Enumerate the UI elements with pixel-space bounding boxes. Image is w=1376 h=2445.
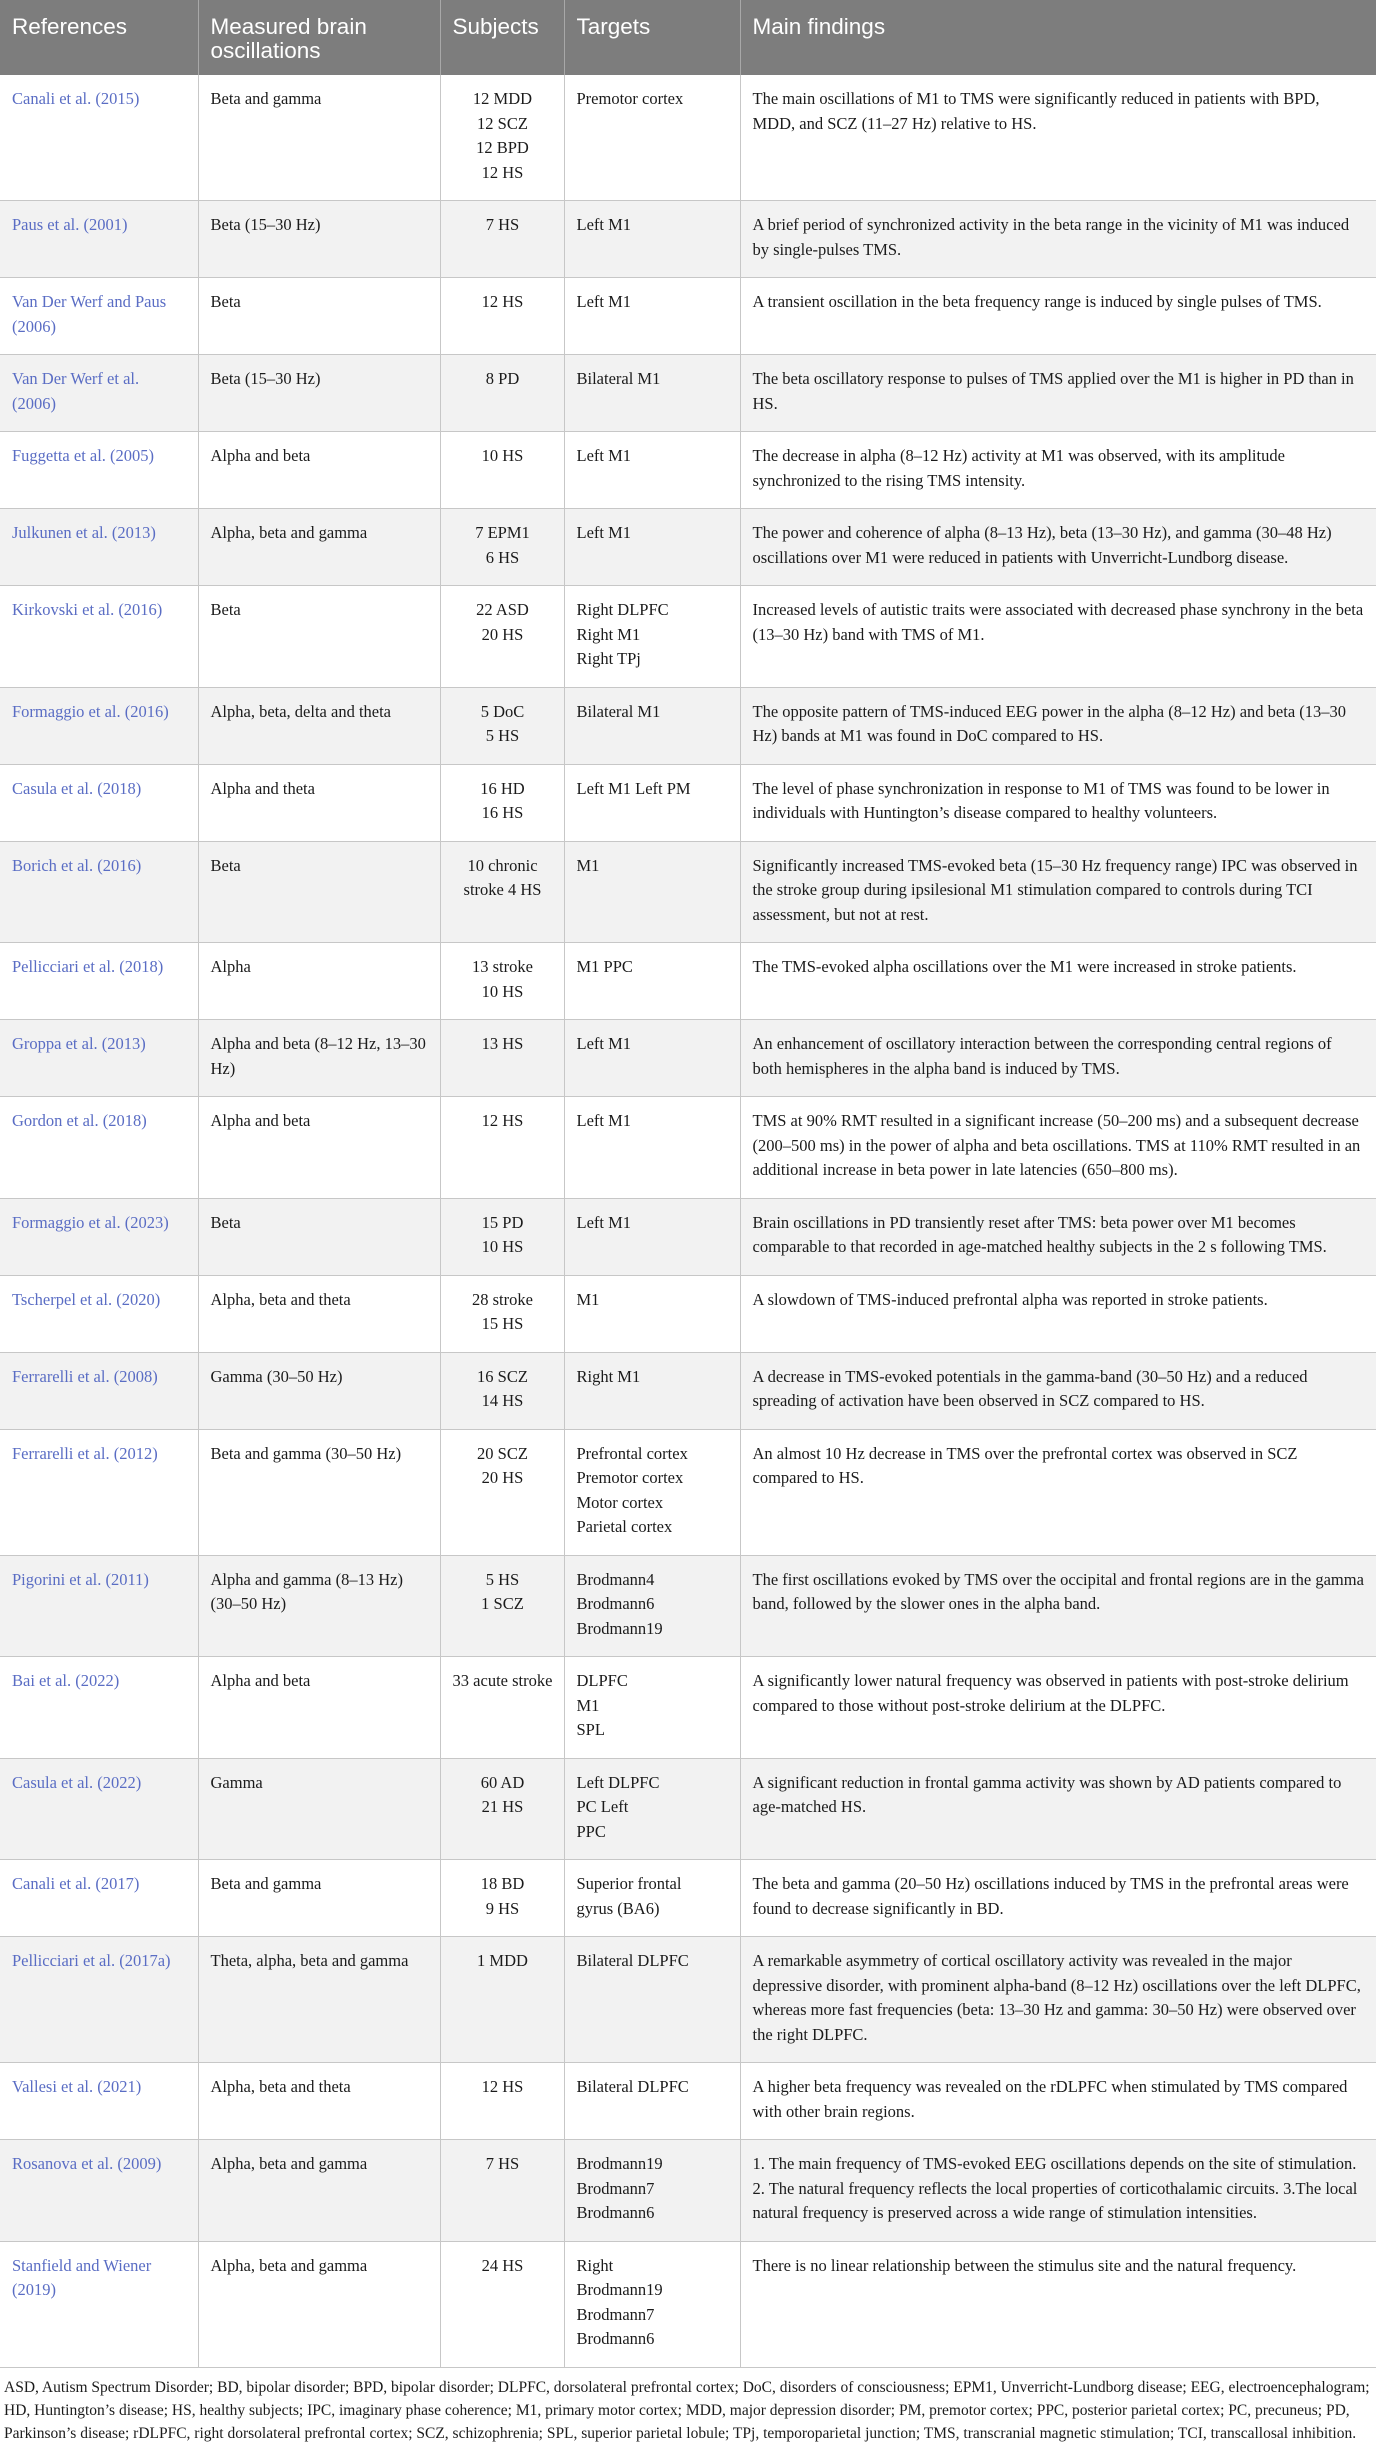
subjects-cell (440, 2241, 564, 2367)
reference-link[interactable]: Van Der Werf et al. (2006) (0, 355, 198, 432)
targets-cell (564, 201, 740, 278)
reference-link[interactable]: Casula et al. (2022) (0, 1758, 198, 1860)
target-line: Brodmann6 (576, 1594, 655, 1613)
target-line: Right M1 (576, 624, 641, 644)
reference-link[interactable]: Groppa et al. (2013) (0, 1020, 198, 1097)
reference-link[interactable]: Pellicciari et al. (2018) (0, 943, 198, 1020)
table-row (0, 1429, 1376, 1555)
subjects-cell (440, 1758, 564, 1860)
header-measured-oscillations: Measured brain oscillations (198, 0, 440, 75)
subjects-cell (440, 687, 564, 764)
subjects-cell (440, 1198, 564, 1275)
oscillations-cell: Gamma (198, 1758, 440, 1860)
findings-cell: The first oscillations evoked by TMS over the occipital and frontal regions are in the gamma band, followed by the slower ones in the alpha band. (740, 1555, 1376, 1657)
subjects-cell (440, 764, 564, 841)
oscillations-cell: Alpha and gamma (8–13 Hz) (30–50 Hz) (198, 1555, 440, 1657)
oscillations-cell: Alpha and theta (198, 764, 440, 841)
targets-cell (564, 1860, 740, 1937)
subject-line: 60 AD (480, 1772, 525, 1792)
subjects-cell (440, 509, 564, 586)
findings-cell: The TMS-evoked alpha oscillations over the M1 were increased in stroke patients. (740, 943, 1376, 1020)
target-line: Superior frontal (576, 1874, 682, 1893)
subject-line: 14 HS (481, 1391, 524, 1410)
subject-line: 10 HS (481, 446, 524, 465)
findings-cell: A significantly lower natural frequency was observed in patients with post-stroke delirium compared to those without post-stroke delirium at the DLPFC. (740, 1657, 1376, 1759)
reference-link[interactable]: Stanfield and Wiener (2019) (0, 2241, 198, 2367)
subject-line: 9 HS (485, 1898, 520, 1918)
target-line: Left M1 (576, 1034, 632, 1053)
subjects-cell (440, 1860, 564, 1937)
reference-link[interactable]: Ferrarelli et al. (2008) (0, 1352, 198, 1429)
targets-cell (564, 432, 740, 509)
targets-cell (564, 1555, 740, 1657)
subjects-cell (440, 1937, 564, 2063)
subject-line: 6 HS (485, 547, 520, 567)
target-line: Brodmann19 (576, 2154, 663, 2173)
table-row (0, 764, 1376, 841)
targets-cell (564, 1097, 740, 1199)
targets-cell (564, 586, 740, 688)
subject-line: 20 HS (481, 624, 524, 644)
target-line: M1 (576, 1695, 600, 1715)
subject-line: 12 HS (481, 2077, 524, 2096)
target-line: M1 PPC (576, 957, 633, 976)
table-row (0, 1555, 1376, 1657)
target-line: Left M1 (576, 292, 632, 311)
targets-cell (564, 1657, 740, 1759)
subjects-cell (440, 1657, 564, 1759)
reference-link[interactable]: Tscherpel et al. (2020) (0, 1275, 198, 1352)
subjects-cell (440, 1429, 564, 1555)
table-row (0, 2241, 1376, 2367)
findings-cell: 1. The main frequency of TMS-evoked EEG oscillations depends on the site of stimulation. 2. The natural frequency reflects the local properties of corticothalamic circuits. 3.The local natural frequency is preserved across a wide range of stimulation intensities. (740, 2140, 1376, 2242)
subject-line: 10 HS (481, 1237, 524, 1256)
reference-link[interactable]: Ferrarelli et al. (2012) (0, 1429, 198, 1555)
oscillations-cell: Gamma (30–50 Hz) (198, 1352, 440, 1429)
reference-link[interactable]: Kirkovski et al. (2016) (0, 586, 198, 688)
subject-line: 15 PD (481, 1212, 524, 1232)
targets-cell (564, 2140, 740, 2242)
findings-cell: A slowdown of TMS-induced prefrontal alpha was reported in stroke patients. (740, 1275, 1376, 1352)
target-line: Brodmann6 (576, 2329, 655, 2348)
subject-line: 24 HS (481, 2255, 524, 2275)
subject-line: 13 stroke (472, 957, 533, 976)
targets-cell (564, 943, 740, 1020)
targets-cell (564, 278, 740, 355)
subject-line: 21 HS (481, 1797, 524, 1816)
oscillations-cell: Beta and gamma (198, 1860, 440, 1937)
header-targets: Targets (564, 0, 740, 75)
table-body (0, 75, 1376, 2367)
table-row (0, 1198, 1376, 1275)
reference-link[interactable]: Fuggetta et al. (2005) (0, 432, 198, 509)
subject-line: 5 HS (485, 726, 520, 745)
target-line: gyrus (BA6) (576, 1898, 660, 1918)
oscillations-cell: Alpha, beta and gamma (198, 509, 440, 586)
findings-cell: A higher beta frequency was revealed on the rDLPFC when stimulated by TMS compared with other brain regions. (740, 2063, 1376, 2140)
findings-cell: Increased levels of autistic traits were associated with decreased phase synchrony in the beta (13–30 Hz) band with TMS of M1. (740, 586, 1376, 688)
target-line: Left DLPFC (576, 1772, 660, 1792)
reference-link[interactable]: Pellicciari et al. (2017a) (0, 1937, 198, 2063)
oscillations-cell: Alpha, beta and theta (198, 1275, 440, 1352)
subject-line: 28 stroke (472, 1289, 533, 1309)
target-line: Bilateral M1 (576, 369, 661, 388)
subjects-cell (440, 355, 564, 432)
oscillations-cell: Beta (198, 278, 440, 355)
subject-line: 12 SCZ (477, 113, 528, 133)
target-line: Brodmann7 (576, 2304, 655, 2324)
target-line: Brodmann7 (576, 2178, 655, 2198)
subjects-cell (440, 943, 564, 1020)
subject-line: 20 HS (481, 1468, 524, 1487)
reference-link[interactable]: Julkunen et al. (2013) (0, 509, 198, 586)
targets-cell (564, 1758, 740, 1860)
oscillations-cell: Beta (198, 841, 440, 943)
subjects-cell (440, 201, 564, 278)
table-row (0, 75, 1376, 201)
subject-line: 7 EPM1 (475, 523, 530, 542)
target-line: Left M1 (576, 523, 632, 542)
oscillations-cell: Alpha, beta, delta and theta (198, 687, 440, 764)
target-line: Right M1 (576, 1366, 641, 1386)
target-line: Brodmann6 (576, 2203, 655, 2222)
table-row (0, 509, 1376, 586)
target-line: Left M1 (576, 215, 632, 234)
subject-line: 12 MDD (472, 89, 533, 108)
findings-cell: An almost 10 Hz decrease in TMS over the prefrontal cortex was observed in SCZ compared to HS. (740, 1429, 1376, 1555)
oscillations-cell: Alpha, beta and gamma (198, 2241, 440, 2367)
subjects-cell (440, 1097, 564, 1199)
subject-line: 8 PD (485, 369, 520, 388)
target-line: Left M1 (576, 1212, 632, 1232)
subject-line: 1 MDD (477, 1951, 528, 1970)
reference-link[interactable]: Vallesi et al. (2021) (0, 2063, 198, 2140)
oscillations-cell: Beta (198, 586, 440, 688)
reference-link[interactable]: Paus et al. (2001) (0, 201, 198, 278)
target-line: SPL (576, 1720, 605, 1739)
reference-link[interactable]: Canali et al. (2017) (0, 1860, 198, 1937)
oscillations-cell: Alpha, beta and theta (198, 2063, 440, 2140)
findings-cell: A decrease in TMS-evoked potentials in the gamma-band (30–50 Hz) and a reduced spreading of activation have been observed in SCZ compared to HS. (740, 1352, 1376, 1429)
table-row (0, 1020, 1376, 1097)
targets-cell (564, 2063, 740, 2140)
table-row (0, 586, 1376, 688)
findings-cell: The level of phase synchronization in response to M1 of TMS was found to be lower in individuals with Huntington’s disease compared to healthy volunteers. (740, 764, 1376, 841)
table-row (0, 1275, 1376, 1352)
target-line: Left M1 (576, 1111, 632, 1130)
oscillations-cell: Beta (198, 1198, 440, 1275)
target-line: Left M1 (576, 446, 632, 465)
subjects-cell (440, 1020, 564, 1097)
targets-cell (564, 1937, 740, 2063)
table-row (0, 1097, 1376, 1199)
target-line: Right (576, 2255, 614, 2275)
findings-cell: An enhancement of oscillatory interaction between the corresponding central regions of both hemispheres in the alpha band is induced by TMS. (740, 1020, 1376, 1097)
targets-cell (564, 687, 740, 764)
subjects-cell (440, 2140, 564, 2242)
subject-line: 1 SCZ (481, 1594, 524, 1613)
subjects-cell (440, 278, 564, 355)
findings-cell: A remarkable asymmetry of cortical oscillatory activity was revealed in the major depressive disorder, with prominent alpha-band (8–12 Hz) oscillations over the left DLPFC, whereas more fast frequencies (beta: 13–30 Hz and gamma: 30–50 Hz) were observed over the right DLPFC. (740, 1937, 1376, 2063)
findings-cell: The power and coherence of alpha (8–13 Hz), beta (13–30 Hz), and gamma (30–48 Hz) oscillations over M1 were reduced in patients with Unverricht-Lundborg disease. (740, 509, 1376, 586)
target-line: Brodmann4 (576, 1569, 655, 1589)
oscillations-cell: Alpha and beta (198, 1097, 440, 1199)
reference-link[interactable]: Gordon et al. (2018) (0, 1097, 198, 1199)
table-footnote: ASD, Autism Spectrum Disorder; BD, bipolar disorder; BPD, bipolar disorder; DLPFC, dorsolateral prefrontal cortex; DoC, disorders of consciousness; EPM1, Unverricht-Lundborg disease; EEG, electroencephalogram; HD, Huntington’s disease; HS, healthy subjects; IPC, imaginary phase coherence; M1, primary motor cortex; MDD, major depression disorder; PM, premotor cortex; PPC, posterior parietal cortex; PC, precuneus; PD, Parkinson’s disease; rDLPFC, right dorsolateral prefrontal cortex; SCZ, schizophrenia; SPL, superior parietal lobule; TPj, temporoparietal junction; TMS, transcranial magnetic stimulation; TCI, transcallosal inhibition. (4, 2378, 1370, 2442)
reference-link[interactable]: Formaggio et al. (2023) (0, 1198, 198, 1275)
findings-cell: TMS at 90% RMT resulted in a significant increase (50–200 ms) and a subsequent decrease (200–500 ms) in the power of alpha and beta oscillations. TMS at 110% RMT resulted in an additional increase in beta power in late latencies (650–800 ms). (740, 1097, 1376, 1199)
subjects-cell (440, 1275, 564, 1352)
table-row (0, 1937, 1376, 2063)
target-line: Parietal cortex (576, 1517, 673, 1536)
target-line: M1 (576, 1289, 600, 1309)
subject-line: 12 BPD (476, 138, 529, 157)
findings-cell: A brief period of synchronized activity in the beta range in the vicinity of M1 was induced by single-pulses TMS. (740, 201, 1376, 278)
oscillations-cell: Beta and gamma (30–50 Hz) (198, 1429, 440, 1555)
subject-line: 16 SCZ (477, 1366, 528, 1386)
oscillations-cell: Alpha and beta (198, 432, 440, 509)
header-references: References (0, 0, 198, 75)
subject-line: 16 HS (481, 803, 524, 822)
targets-cell (564, 75, 740, 201)
target-line: Right TPj (576, 649, 641, 668)
subjects-cell (440, 841, 564, 943)
subject-line: 18 BD (480, 1874, 525, 1893)
findings-cell: The main oscillations of M1 to TMS were significantly reduced in patients with BPD, MDD, and SCZ (11–27 Hz) relative to HS. (740, 75, 1376, 201)
oscillations-cell: Alpha and beta (198, 1657, 440, 1759)
subject-line: 10 chronic (467, 855, 538, 875)
target-line: Bilateral DLPFC (576, 1951, 689, 1970)
table-row (0, 1860, 1376, 1937)
subjects-cell (440, 586, 564, 688)
target-line: Right DLPFC (576, 600, 669, 619)
subject-line: 12 HS (481, 162, 524, 182)
reference-link[interactable]: Pigorini et al. (2011) (0, 1555, 198, 1657)
targets-cell (564, 355, 740, 432)
target-line: PC Left (576, 1797, 629, 1816)
findings-cell: A significant reduction in frontal gamma activity was shown by AD patients compared to age-matched HS. (740, 1758, 1376, 1860)
oscillations-cell: Theta, alpha, beta and gamma (198, 1937, 440, 2063)
subjects-cell (440, 2063, 564, 2140)
findings-cell: A transient oscillation in the beta frequency range is induced by single pulses of TMS. (740, 278, 1376, 355)
targets-cell (564, 1352, 740, 1429)
subject-line: 20 SCZ (477, 1443, 528, 1463)
findings-cell: There is no linear relationship between the stimulus site and the natural frequency. (740, 2241, 1376, 2367)
target-line: Brodmann19 (576, 1618, 663, 1638)
subject-line: 12 HS (481, 292, 524, 311)
findings-cell: The beta and gamma (20–50 Hz) oscillations induced by TMS in the prefrontal areas were found to decrease significantly in BD. (740, 1860, 1376, 1937)
target-line: M1 (576, 855, 600, 875)
target-line: Premotor cortex (576, 1468, 684, 1487)
oscillations-cell: Beta (15–30 Hz) (198, 201, 440, 278)
subject-line: 16 HD (480, 778, 525, 798)
header-main-findings: Main findings (740, 0, 1376, 75)
subject-line: 12 HS (481, 1111, 524, 1130)
reference-link[interactable]: Borich et al. (2016) (0, 841, 198, 943)
findings-cell: Brain oscillations in PD transiently reset after TMS: beta power over M1 becomes comparable to that recorded in age-matched healthy subjects in the 2 s following TMS. (740, 1198, 1376, 1275)
reference-link[interactable]: Canali et al. (2015) (0, 75, 198, 201)
findings-cell: The opposite pattern of TMS-induced EEG power in the alpha (8–12 Hz) and beta (13–30 Hz) bands at M1 was found in DoC compared to HS. (740, 687, 1376, 764)
subject-line: 15 HS (481, 1314, 524, 1333)
reference-link[interactable]: Rosanova et al. (2009) (0, 2140, 198, 2242)
findings-cell: The decrease in alpha (8–12 Hz) activity at M1 was observed, with its amplitude synchronized to the rising TMS intensity. (740, 432, 1376, 509)
subjects-cell (440, 1352, 564, 1429)
header-subjects: Subjects (440, 0, 564, 75)
findings-cell: The beta oscillatory response to pulses of TMS applied over the M1 is higher in PD than in HS. (740, 355, 1376, 432)
oscillations-cell: Beta and gamma (198, 75, 440, 201)
reference-link[interactable]: Bai et al. (2022) (0, 1657, 198, 1759)
targets-cell (564, 764, 740, 841)
targets-cell (564, 1020, 740, 1097)
oscillations-cell: Alpha, beta and gamma (198, 2140, 440, 2242)
subjects-cell (440, 75, 564, 201)
targets-cell (564, 1429, 740, 1555)
target-line: Motor cortex (576, 1492, 664, 1512)
table-row (0, 2063, 1376, 2140)
target-line: DLPFC (576, 1671, 628, 1690)
targets-cell (564, 509, 740, 586)
header-row (0, 0, 1376, 75)
oscillations-cell: Alpha (198, 943, 440, 1020)
table-row (0, 1657, 1376, 1759)
reference-link[interactable]: Casula et al. (2018) (0, 764, 198, 841)
table-row (0, 2140, 1376, 2242)
table-row (0, 201, 1376, 278)
targets-cell (564, 841, 740, 943)
table-row (0, 432, 1376, 509)
oscillations-cell: Alpha and beta (8–12 Hz, 13–30 Hz) (198, 1020, 440, 1097)
target-line: Premotor cortex (576, 89, 684, 108)
table-header (0, 0, 1376, 75)
target-line: Bilateral M1 (576, 701, 661, 721)
findings-cell: Significantly increased TMS-evoked beta (15–30 Hz frequency range) IPC was observed in the stroke group during ipsilesional M1 stimulation compared to controls during TCI assessment, but not at rest. (740, 841, 1376, 943)
subject-line: 13 HS (481, 1034, 524, 1053)
target-line: Bilateral DLPFC (576, 2077, 689, 2096)
target-line: PPC (576, 1821, 606, 1841)
subjects-cell (440, 1555, 564, 1657)
subject-line: stroke 4 HS (463, 880, 542, 899)
subject-line: 10 HS (481, 981, 524, 1001)
target-line: Prefrontal cortex (576, 1443, 688, 1463)
table-row (0, 687, 1376, 764)
table-row (0, 943, 1376, 1020)
table-row (0, 278, 1376, 355)
target-line: Brodmann19 (576, 2280, 663, 2299)
subject-line: 7 HS (485, 2154, 520, 2173)
table-row (0, 841, 1376, 943)
target-line: Left M1 Left PM (576, 778, 691, 798)
targets-cell (564, 2241, 740, 2367)
table-row (0, 1758, 1376, 1860)
subject-line: 5 DoC (480, 701, 525, 721)
subject-line: 22 ASD (476, 600, 529, 619)
reference-link[interactable]: Van Der Werf and Paus (2006) (0, 278, 198, 355)
targets-cell (564, 1198, 740, 1275)
subject-line: 5 HS (485, 1569, 520, 1589)
table-row (0, 355, 1376, 432)
subject-line: 7 HS (485, 215, 520, 234)
oscillations-cell: Beta (15–30 Hz) (198, 355, 440, 432)
table-row (0, 1352, 1376, 1429)
subject-line: 33 acute stroke (452, 1671, 553, 1690)
targets-cell (564, 1275, 740, 1352)
reference-link[interactable]: Formaggio et al. (2016) (0, 687, 198, 764)
subjects-cell (440, 432, 564, 509)
